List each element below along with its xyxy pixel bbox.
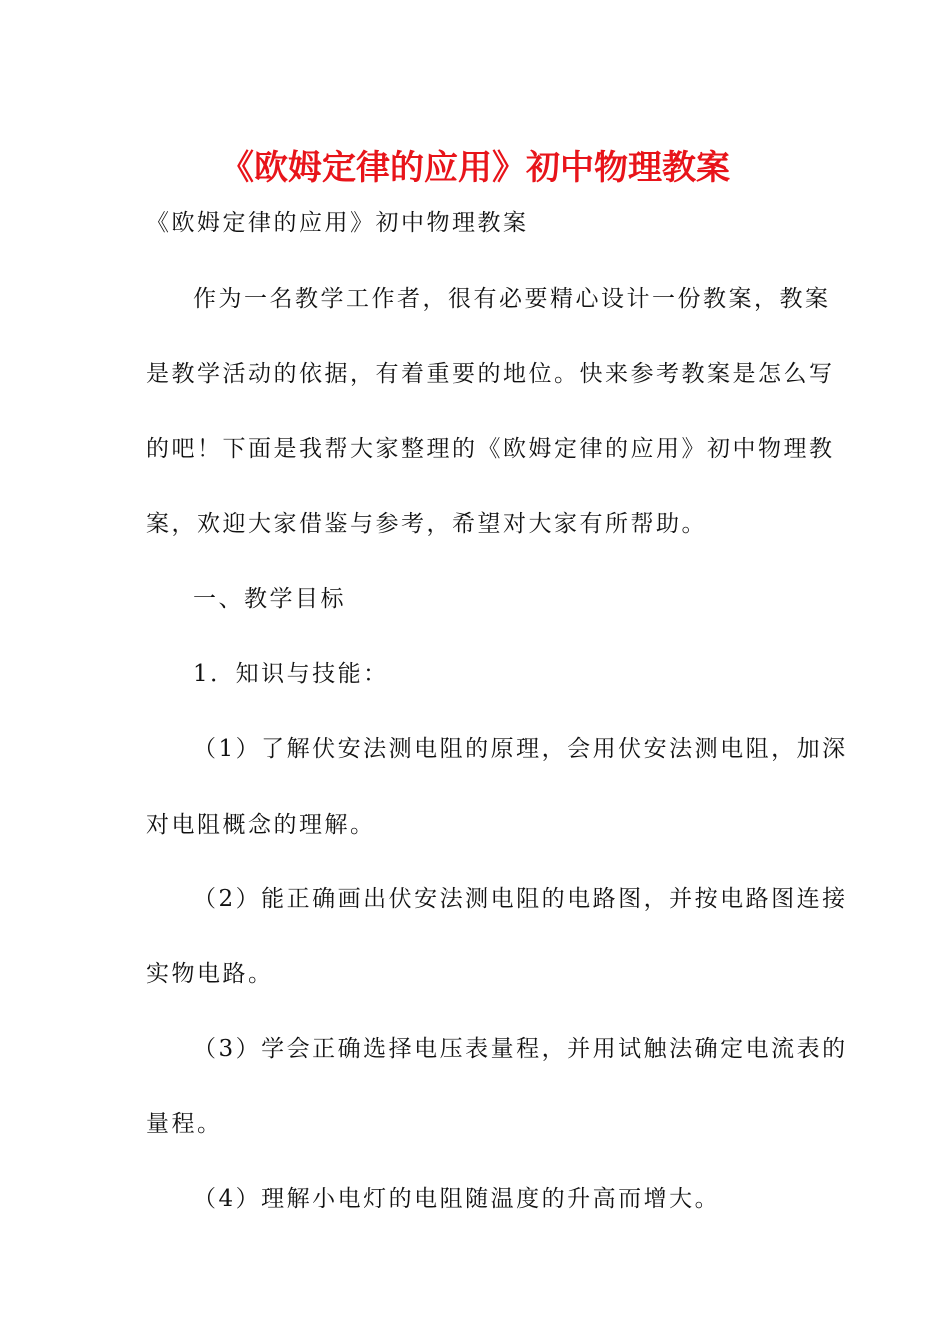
subsection-heading: 1．知识与技能： xyxy=(193,661,389,687)
paragraph-line: 作为一名教学工作者，很有必要精心设计一份教案，教案 xyxy=(193,286,831,312)
paragraph-line: 是教学活动的依据，有着重要的地位。快来参考教案是怎么写 xyxy=(146,361,835,387)
document-title: 《欧姆定律的应用》初中物理教案 xyxy=(220,148,730,188)
list-item-line: 量程。 xyxy=(146,1111,223,1137)
list-item-line: （2）能正确画出伏安法测电阻的电路图，并按电路图连接 xyxy=(193,886,848,912)
list-item-line: （1）了解伏安法测电阻的原理，会用伏安法测电阻，加深 xyxy=(193,736,848,762)
paragraph-line: 的吧！下面是我帮大家整理的《欧姆定律的应用》初中物理教 xyxy=(146,436,835,462)
paragraph-line: 案，欢迎大家借鉴与参考，希望对大家有所帮助。 xyxy=(146,511,707,537)
list-item-line: （3）学会正确选择电压表量程，并用试触法确定电流表的 xyxy=(193,1036,848,1062)
list-item-line: （4）理解小电灯的电阻随温度的升高而增大。 xyxy=(193,1186,721,1212)
list-item-line: 对电阻概念的理解。 xyxy=(146,812,376,838)
document-subtitle: 《欧姆定律的应用》初中物理教案 xyxy=(146,210,529,236)
list-item-line: 实物电路。 xyxy=(146,961,274,987)
section-heading: 一、教学目标 xyxy=(193,586,346,612)
